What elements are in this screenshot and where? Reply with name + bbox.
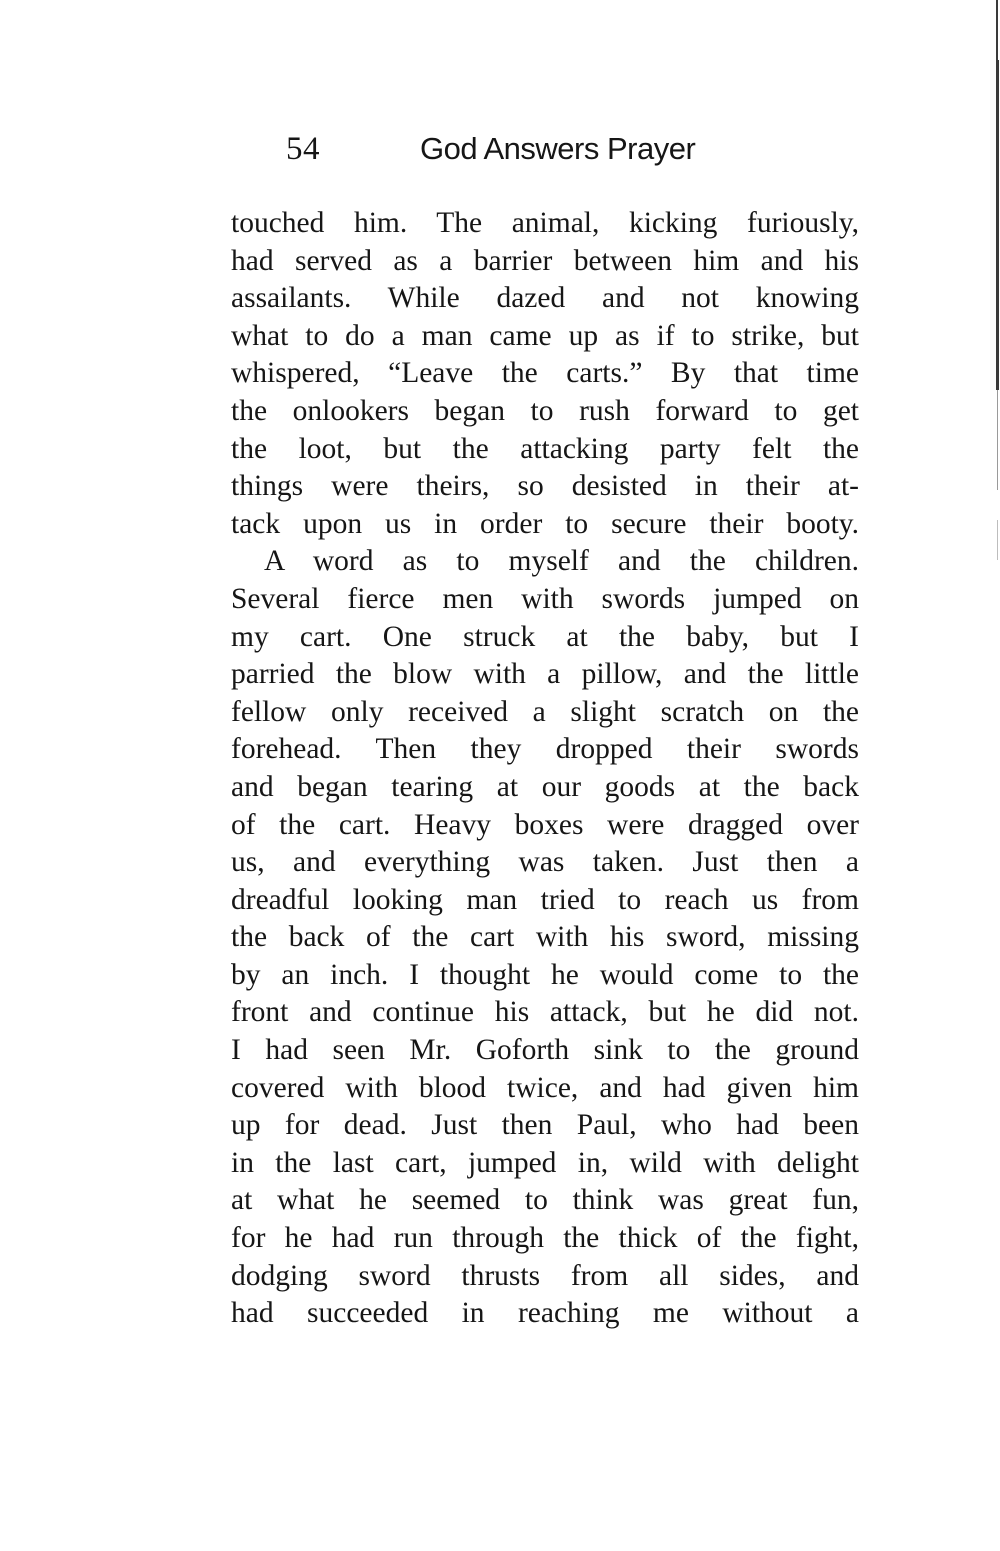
text-line: assailants. While dazed and not knowing [231, 282, 859, 315]
text-line: fellow only received a slight scratch on the [231, 695, 859, 728]
text-line: things were theirs, so desisted in their at- [231, 470, 859, 503]
edge-line [997, 390, 998, 490]
text-line: forehead. Then they dropped their swords [231, 733, 859, 766]
text-line: tack upon us in order to secure their booty. [231, 507, 859, 540]
text-line: my cart. One struck at the baby, but I [231, 620, 859, 653]
edge-line [997, 520, 998, 560]
text-line: the onlookers began to rush forward to get [231, 394, 859, 427]
text-line: dreadful looking man tried to reach us from [231, 883, 859, 916]
text-line: up for dead. Just then Paul, who had been [231, 1109, 859, 1142]
running-head [286, 124, 886, 174]
text-line: I had seen Mr. Goforth sink to the ground [231, 1034, 859, 1067]
book-title: God Answers Prayer [420, 131, 696, 166]
text-line: front and continue his attack, but he did not. [231, 996, 859, 1029]
text-line: Several fierce men with swords jumped on [231, 582, 859, 615]
text-line: the loot, but the attacking party felt the [231, 432, 859, 465]
edge-line [996, 60, 999, 390]
paragraph-first-line: A word as to myself and the children. [264, 545, 859, 578]
text-line: parried the blow with a pillow, and the little [231, 658, 859, 691]
text-line: at what he seemed to think was great fun, [231, 1184, 859, 1217]
text-line: what to do a man came up as if to strike, but [231, 319, 859, 352]
text-line: had served as a barrier between him and his [231, 244, 859, 277]
page-number: 54 [286, 131, 320, 167]
text-line: for he had run through the thick of the fight, [231, 1222, 859, 1255]
body-text [231, 205, 859, 1333]
text-line: had succeeded in reaching me without a [231, 1297, 859, 1330]
text-line: whispered, “Leave the carts.” By that time [231, 357, 859, 390]
page-edge-shadow [994, 0, 1000, 1551]
text-line: us, and everything was taken. Just then a [231, 846, 859, 879]
text-line: and began tearing at our goods at the back [231, 770, 859, 803]
text-line: dodging sword thrusts from all sides, and [231, 1259, 859, 1292]
text-line: of the cart. Heavy boxes were dragged over [231, 808, 859, 841]
text-line: touched him. The animal, kicking furiously, [231, 207, 859, 239]
text-line: in the last cart, jumped in, wild with delight [231, 1146, 859, 1179]
text-line: covered with blood twice, and had given him [231, 1071, 859, 1104]
text-line: by an inch. I thought he would come to the [231, 958, 859, 991]
text-line: the back of the cart with his sword, missing [231, 921, 859, 954]
